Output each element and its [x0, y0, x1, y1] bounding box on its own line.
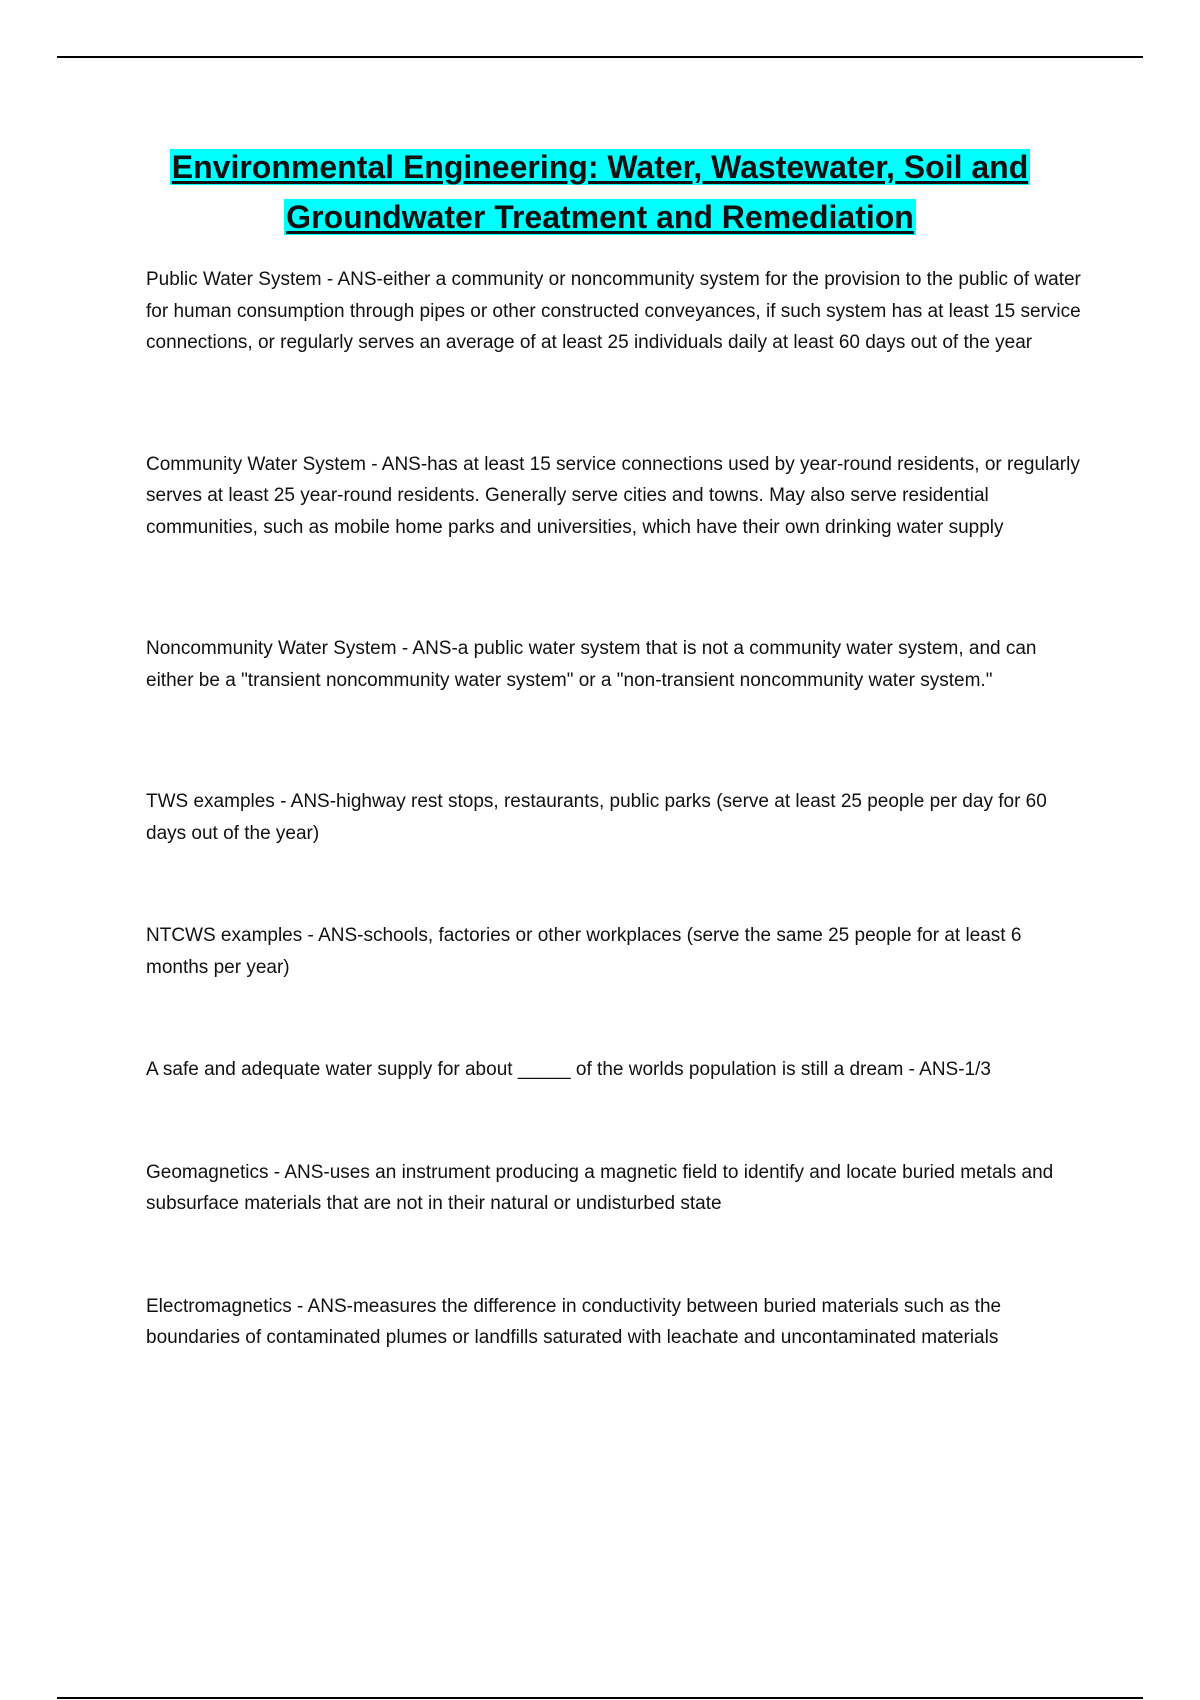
entry-ntcws-examples: NTCWS examples - ANS-schools, factories or other workplaces (serve the same 25 people for at least 6 months per year)	[146, 925, 1022, 978]
top-rule	[57, 56, 1143, 58]
title-line-2: Groundwater Treatment and Remediation	[286, 199, 914, 235]
entry-list	[146, 264, 1086, 1354]
entry-water-supply-question: A safe and adequate water supply for about _____ of the worlds population is still a dream - ANS-1/3	[146, 1059, 991, 1080]
entry-public-water-system: Public Water System - ANS-either a community or noncommunity system for the provision to the public of water for human consumption through pipes or other constructed conveyances, if such system has at least 15 service connections, or regularly serves an average of at least 25 individuals daily at least 60 days out of the year	[146, 269, 1081, 353]
entry-community-water-system: Community Water System - ANS-has at least 15 service connections used by year-round residents, or regularly serves at least 25 year-round residents. Generally serve cities and towns. May also serve residential communities, such as mobile home parks and universities, which have their own drinking water supply	[146, 453, 1080, 538]
bottom-rule	[57, 1697, 1143, 1699]
title-line-1: Environmental Engineering: Water, Wastewater, Soil and	[171, 149, 1029, 185]
entry-geomagnetics: Geomagnetics - ANS-uses an instrument producing a magnetic field to identify and locate buried metals and subsurface materials that are not in their natural or undisturbed state	[146, 1161, 1054, 1214]
entry-noncommunity-water-system: Noncommunity Water System - ANS-a public water system that is not a community water system, and can either be a "transient noncommunity water system" or a "non-transient noncommunity water system."	[146, 638, 1037, 691]
document-title	[100, 142, 1100, 242]
entry-electromagnetics: Electromagnetics - ANS-measures the difference in conductivity between buried materials such as the boundaries of contaminated plumes or landfills saturated with leachate and uncontaminated materials	[146, 1295, 1002, 1348]
entry-tws-examples: TWS examples - ANS-highway rest stops, restaurants, public parks (serve at least 25 people per day for 60 days out of the year)	[146, 791, 1047, 844]
